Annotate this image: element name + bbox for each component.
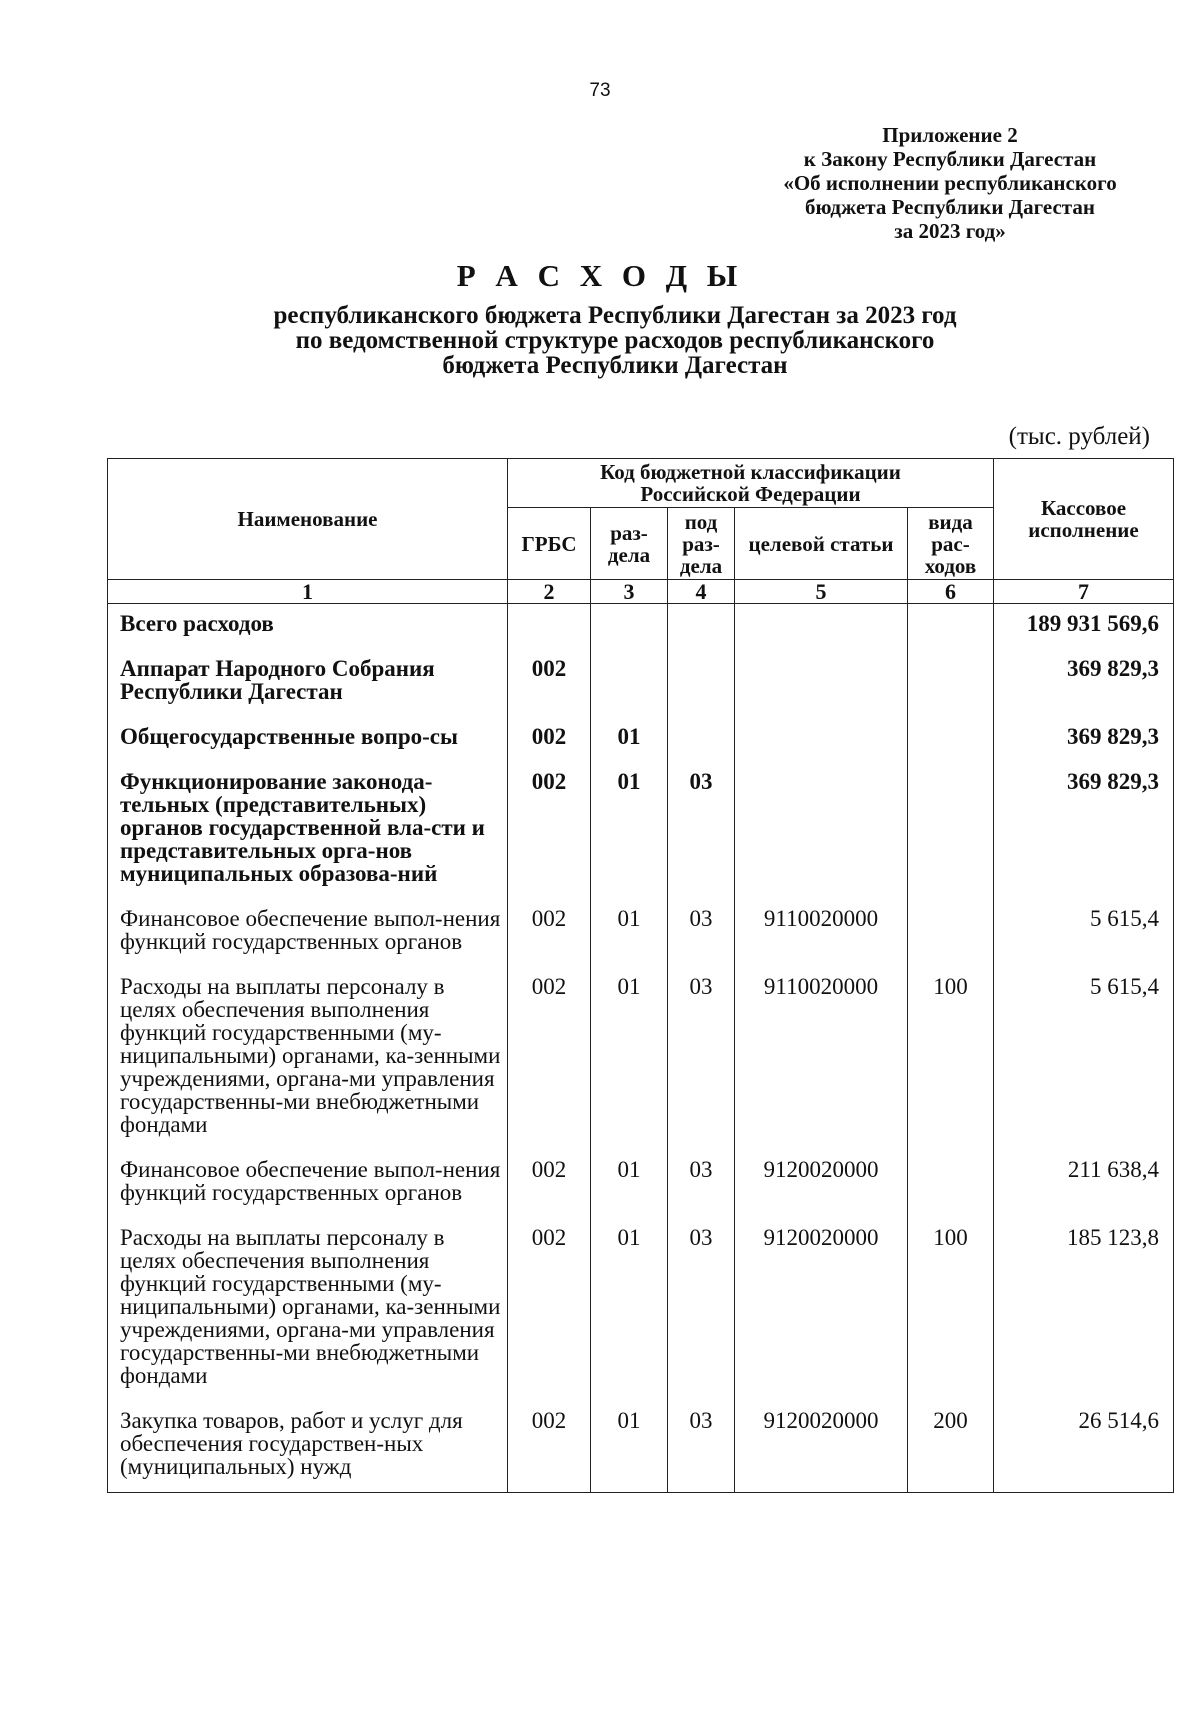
row-subsection: 03 (668, 967, 735, 1150)
row-name: Расходы на выплаты персоналу в целях обеспечения выполнения функций государственными (му-ниципальными) органами, ка-зенными учреждениями, органа-ми управления государственны-ми внебюджетными фондами (108, 967, 508, 1150)
row-subsection (668, 717, 735, 762)
row-grbs (508, 604, 591, 650)
appendix-line: к Закону Республики Дагестан (803, 147, 1097, 171)
row-amount: 211 638,4 (994, 1150, 1174, 1218)
units-label: (тыс. рублей) (1008, 423, 1150, 450)
row-target-article (735, 717, 908, 762)
row-expense-type (908, 717, 994, 762)
row-expense-type (908, 604, 994, 650)
appendix-line: «Об исполнении республиканского (783, 171, 1117, 195)
row-name: Финансовое обеспечение выпол-нения функций государственных органов (108, 899, 508, 967)
row-grbs: 002 (508, 762, 591, 899)
row-expense-type: 100 (908, 967, 994, 1150)
row-target-article: 9120020000 (735, 1218, 908, 1401)
column-number: 5 (735, 580, 908, 604)
header-grbs: ГРБС (508, 508, 591, 580)
row-target-article: 9110020000 (735, 899, 908, 967)
header-classification-group: Код бюджетной классификации Российской Федерации (508, 459, 994, 508)
row-target-article (735, 604, 908, 650)
header-subsection: под раз-дела (668, 508, 735, 580)
row-section: 01 (591, 717, 668, 762)
table-row (108, 899, 1174, 967)
document-title: Р А С Х О Д Ы (456, 258, 744, 293)
row-section (591, 604, 668, 650)
row-subsection: 03 (668, 1401, 735, 1493)
appendix-header (700, 123, 1200, 243)
row-subsection (668, 649, 735, 717)
row-subsection: 03 (668, 762, 735, 899)
page-number: 73 (589, 80, 611, 101)
row-name: Закупка товаров, работ и услуг для обеспечения государствен-ных (муниципальных) нужд (108, 1401, 508, 1493)
row-amount: 189 931 569,6 (994, 604, 1174, 650)
row-expense-type: 200 (908, 1401, 994, 1493)
row-section: 01 (591, 1150, 668, 1218)
row-subsection: 03 (668, 1218, 735, 1401)
table-row (108, 1401, 1174, 1493)
row-section (591, 649, 668, 717)
row-subsection: 03 (668, 1150, 735, 1218)
document-subtitle (200, 303, 1030, 378)
row-expense-type (908, 1150, 994, 1218)
row-target-article (735, 649, 908, 717)
row-amount: 369 829,3 (994, 649, 1174, 717)
column-number: 7 (994, 580, 1174, 604)
row-name: Общегосударственные вопро-сы (108, 717, 508, 762)
table-row (108, 717, 1174, 762)
table-row (108, 762, 1174, 899)
table-row (108, 967, 1174, 1150)
table-row (108, 1218, 1174, 1401)
row-expense-type: 100 (908, 1218, 994, 1401)
row-target-article: 9110020000 (735, 967, 908, 1150)
header-section: раз-дела (591, 508, 668, 580)
row-grbs: 002 (508, 1401, 591, 1493)
row-grbs: 002 (508, 899, 591, 967)
row-expense-type (908, 899, 994, 967)
table-row (108, 604, 1174, 650)
row-target-article (735, 762, 908, 899)
row-target-article: 9120020000 (735, 1150, 908, 1218)
subtitle-line: республиканского бюджета Республики Дагестан за 2023 год (273, 302, 957, 329)
header-target-article: целевой статьи (735, 508, 908, 580)
appendix-line: бюджета Республики Дагестан (805, 195, 1095, 219)
header-name: Наименование (108, 459, 508, 580)
row-section: 01 (591, 1401, 668, 1493)
row-grbs: 002 (508, 1150, 591, 1218)
subtitle-line: по ведомственной структуре расходов республиканского (295, 327, 935, 354)
row-grbs: 002 (508, 1218, 591, 1401)
table-row (108, 649, 1174, 717)
row-amount: 26 514,6 (994, 1401, 1174, 1493)
row-section: 01 (591, 967, 668, 1150)
row-target-article: 9120020000 (735, 1401, 908, 1493)
row-section: 01 (591, 1218, 668, 1401)
column-number: 6 (908, 580, 994, 604)
row-name: Функционирование законода-тельных (представительных) органов государственной вла-сти и представительных орга-нов муниципальных образова-ний (108, 762, 508, 899)
appendix-line: за 2023 год» (894, 219, 1006, 243)
row-amount: 369 829,3 (994, 762, 1174, 899)
column-number: 4 (668, 580, 735, 604)
row-grbs: 002 (508, 967, 591, 1150)
row-amount: 5 615,4 (994, 899, 1174, 967)
column-number: 3 (591, 580, 668, 604)
row-name: Аппарат Народного Собрания Республики Дагестан (108, 649, 508, 717)
subtitle-line: бюджета Республики Дагестан (442, 352, 788, 379)
row-name: Финансовое обеспечение выпол-нения функций государственных органов (108, 1150, 508, 1218)
row-section: 01 (591, 762, 668, 899)
row-amount: 185 123,8 (994, 1218, 1174, 1401)
row-expense-type (908, 649, 994, 717)
column-number: 2 (508, 580, 591, 604)
column-number: 1 (108, 580, 508, 604)
row-name: Всего расходов (108, 604, 508, 650)
row-expense-type (908, 762, 994, 899)
appendix-line: Приложение 2 (882, 123, 1018, 147)
row-subsection: 03 (668, 899, 735, 967)
row-subsection (668, 604, 735, 650)
row-section: 01 (591, 899, 668, 967)
row-amount: 5 615,4 (994, 967, 1174, 1150)
header-expense-type: вида рас-ходов (908, 508, 994, 580)
table-row (108, 1150, 1174, 1218)
row-name: Расходы на выплаты персоналу в целях обеспечения выполнения функций государственными (му-ниципальными) органами, ка-зенными учреждениями, органа-ми управления государственны-ми внебюджетными фондами (108, 1218, 508, 1401)
header-amount: Кассовое исполнение (994, 459, 1174, 580)
row-grbs: 002 (508, 717, 591, 762)
expenditure-table (107, 458, 1174, 1493)
row-amount: 369 829,3 (994, 717, 1174, 762)
row-grbs: 002 (508, 649, 591, 717)
